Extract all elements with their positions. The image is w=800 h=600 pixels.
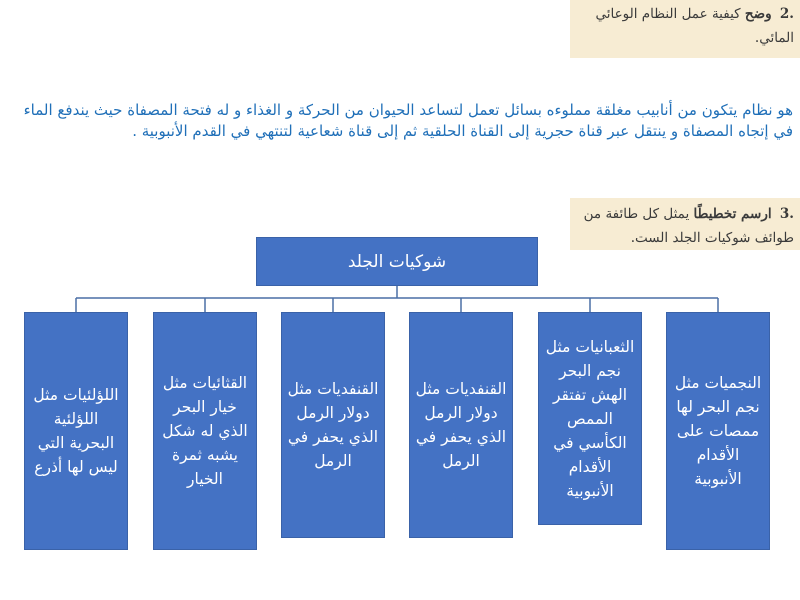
question-2-number: .2	[779, 6, 794, 22]
question-2-text: كيفية عمل النظام الوعائي المائي.	[595, 6, 794, 46]
diagram-child-node-6: اللؤلئيات مثل اللؤلئية البحرية التي ليس لها أذرع	[24, 312, 128, 550]
answer-text: هو نظام يتكون من أنابيب مغلقة مملوءه بسائل تعمل لتساعد الحيوان من الحركة و الغذاء و له فتحة المصفاة حيث يندفع الماء في إتجاه المصفاة و ينتقل عبر قناة حجرية إلى القناة الحلقية ثم إلى قناة شعاعية لتنتهي في القدم الأنبوبية .	[23, 101, 793, 140]
diagram-child-node-4: القنفديات مثل دولار الرمل الذي يحفر في الرمل	[281, 312, 385, 538]
question-3-text: يمثل كل طائفة من طوائف شوكيات الجلد الست.	[583, 206, 794, 246]
diagram-child-node-5: القثائيات مثل خيار البحر الذي له شكل يشبه ثمرة الخيار	[153, 312, 257, 550]
diagram-root-node: شوكيات الجلد	[256, 237, 538, 286]
diagram-child-node-3: القنفديات مثل دولار الرمل الذي يحفر في الرمل	[409, 312, 513, 538]
question-3-number: .3	[779, 206, 794, 222]
diagram-child-node-1: النجميات مثل نجم البحر لها ممصات على الأقدام الأنبوبية	[666, 312, 770, 550]
diagram-child-node-2: الثعبانيات مثل نجم البحر الهش تفتقر الممص الكأسي في الأقدام الأنبوبية	[538, 312, 642, 525]
question-3-keyword: ارسم تخطيطًا	[693, 206, 772, 222]
question-2-keyword: وضح	[744, 6, 772, 22]
